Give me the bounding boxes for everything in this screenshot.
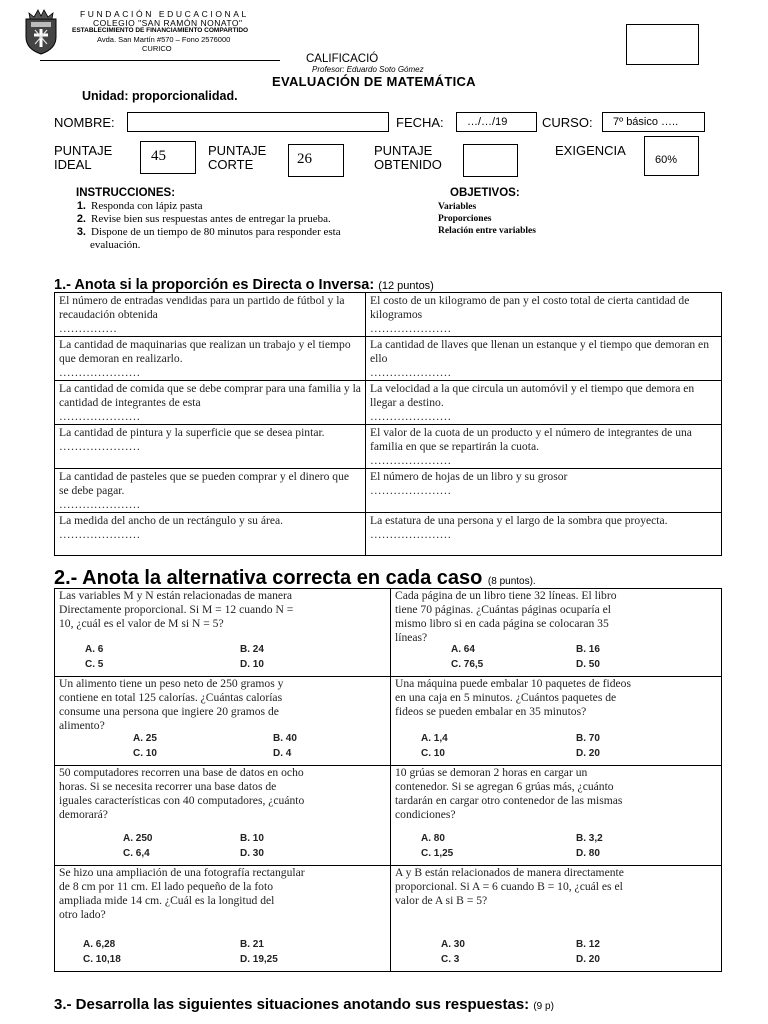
date-field[interactable]: …/…/19 xyxy=(456,112,537,132)
grade-label: CALIFICACIÓ xyxy=(306,53,379,65)
section3-title: 3.- Desarrolla las siguientes situaciones anotando sus respuestas: (9 p) xyxy=(54,996,554,1013)
table-row xyxy=(55,293,722,337)
statement-text: El valor de la cuota de un producto y el número de integrantes de una familia en que se repartirán la cuota. xyxy=(370,426,692,453)
statement-text: La cantidad de pintura y la superficie que se desea pintar. xyxy=(59,426,325,439)
instruction-item: 2. Revise bien sus respuestas antes de entregar la prueba. xyxy=(76,213,331,225)
answer-blank[interactable]: ………………… xyxy=(370,454,452,467)
statement-cell xyxy=(366,513,722,556)
statement-cell xyxy=(366,381,722,425)
obtained-score-label-1: PUNTAJE xyxy=(374,143,433,158)
unit-title: Unidad: proporcionalidad. xyxy=(82,89,238,103)
answer-options xyxy=(391,833,721,863)
answer-options xyxy=(55,833,390,863)
question-cell xyxy=(55,589,391,677)
table-row xyxy=(55,513,722,556)
cut-score-label-2: CORTE xyxy=(208,157,254,172)
objectives-list xyxy=(438,201,536,237)
answer-options xyxy=(55,644,390,674)
instructions-list xyxy=(68,200,428,252)
answer-option[interactable]: D. 10 xyxy=(240,659,264,670)
table-row xyxy=(55,677,722,766)
obtained-score-box[interactable] xyxy=(463,144,518,177)
answer-option[interactable]: A. 80 xyxy=(421,833,445,844)
answer-option[interactable]: A. 250 xyxy=(123,833,153,844)
cut-score-box: 26 xyxy=(288,144,344,177)
answer-blank[interactable]: ………………… xyxy=(370,528,452,541)
question-text: Una máquina puede embalar 10 paquetes de fideos en una caja en 5 minutos. ¿Cuántos paquetes de fideos se pueden embalar en 35 minutos? xyxy=(395,677,631,718)
answer-option[interactable]: B. 21 xyxy=(240,939,264,950)
name-field[interactable] xyxy=(127,112,389,132)
answer-blank[interactable]: ………………… xyxy=(59,528,141,541)
date-label: FECHA: xyxy=(396,115,444,130)
answer-option[interactable]: D. 80 xyxy=(576,848,600,859)
table-row xyxy=(55,381,722,425)
answer-option[interactable]: C. 1,25 xyxy=(421,848,454,859)
question-cell xyxy=(55,766,391,866)
answer-blank[interactable]: ………………… xyxy=(370,366,452,379)
answer-option[interactable]: D. 20 xyxy=(576,954,600,965)
answer-option[interactable]: C. 6,4 xyxy=(123,848,150,859)
table-row xyxy=(55,337,722,381)
answer-option[interactable]: C. 76,5 xyxy=(451,659,484,670)
question-text: 10 grúas se demoran 2 horas en cargar un contenedor. Si se agregan 6 grúas más, ¿cuánto tardarán en cargar otro contenedor de las mismas condiciones? xyxy=(395,766,623,821)
section2-title: 2.- Anota la alternativa correcta en cada caso (8 puntos). xyxy=(54,567,536,589)
financing-text: ESTABLECIMIENTO DE FINANCIAMIENTO COMPARTIDO xyxy=(72,27,249,34)
table-row xyxy=(55,766,722,866)
answer-options xyxy=(391,939,721,969)
exigency-label: EXIGENCIA xyxy=(555,143,626,158)
question-text: Se hizo una ampliación de una fotografía rectangular de 8 cm por 11 cm. El lado pequeño de la foto ampliada mide 14 cm. ¿Cuál es la longitud del otro lado? xyxy=(59,866,305,921)
school-city: CURICO xyxy=(142,44,172,53)
answer-option[interactable]: B. 3,2 xyxy=(576,833,603,844)
answer-option[interactable]: D. 19,25 xyxy=(240,954,278,965)
course-field[interactable]: 7º básico ….. xyxy=(602,112,705,132)
answer-options xyxy=(391,733,721,763)
statement-text: La cantidad de comida que se debe comprar para una familia y la cantidad de integrantes de esta xyxy=(59,382,361,409)
answer-option[interactable]: A. 6,28 xyxy=(83,939,116,950)
grade-box[interactable] xyxy=(626,24,699,65)
statement-cell xyxy=(366,337,722,381)
answer-option[interactable]: B. 12 xyxy=(576,939,600,950)
instruction-item-cont: evaluación. xyxy=(90,239,141,251)
statement-cell xyxy=(366,293,722,337)
question-cell xyxy=(391,866,722,972)
answer-blank[interactable]: ………………… xyxy=(59,410,141,423)
answer-blank[interactable]: ………………… xyxy=(59,498,141,511)
question-text: Las variables M y N están relacionadas de manera Directamente proporcional. Si M = 12 cuando N = 10, ¿cuál es el valor de M si N = 5? xyxy=(59,589,294,630)
answer-blank[interactable]: ………………… xyxy=(370,410,452,423)
question-text: 50 computadores recorren una base de datos en ocho horas. Si se necesita recorrer una base datos de iguales características con 40 computadores, ¿cuánto demorará? xyxy=(59,766,305,821)
obtained-score-label-2: OBTENIDO xyxy=(374,157,442,172)
answer-option[interactable]: C. 5 xyxy=(85,659,104,670)
statement-cell xyxy=(55,381,366,425)
exigency-box: 60% xyxy=(644,136,699,176)
answer-options xyxy=(55,939,390,969)
answer-option[interactable]: B. 40 xyxy=(273,733,297,744)
instruction-item: 3. Dispone de un tiempo de 80 minutos para responder esta xyxy=(76,226,341,238)
ideal-score-box: 45 xyxy=(140,141,196,174)
header-rule xyxy=(40,60,280,61)
answer-option[interactable]: B. 10 xyxy=(240,833,264,844)
proportion-table xyxy=(54,292,722,556)
answer-option[interactable]: D. 50 xyxy=(576,659,600,670)
section1-points: (12 puntos) xyxy=(378,280,434,292)
objective-item: Proporciones xyxy=(438,214,492,224)
statement-text: El número de hojas de un libro y su grosor xyxy=(370,470,568,483)
statement-cell xyxy=(55,425,366,469)
answer-blank[interactable]: ………………… xyxy=(59,440,141,453)
statement-text: El número de entradas vendidas para un partido de fútbol y la recaudación obtenida xyxy=(59,294,345,321)
statement-text: La cantidad de maquinarias que realizan un trabajo y el tiempo que demoran en realizarlo. xyxy=(59,338,351,365)
school-name: COLEGIO "SAN RAMÓN NONATO" xyxy=(93,18,243,28)
question-text: Cada página de un libro tiene 32 líneas. El libro tiene 70 páginas. ¿Cuántas páginas ocuparía el mismo libro si en cada página se colocaran 35 líneas? xyxy=(395,589,617,644)
statement-cell xyxy=(366,425,722,469)
answer-option[interactable]: D. 4 xyxy=(273,748,292,759)
answer-option[interactable]: D. 20 xyxy=(576,748,600,759)
question-cell xyxy=(391,766,722,866)
table-row xyxy=(55,589,722,677)
answer-blank[interactable]: ………………… xyxy=(370,484,452,497)
answer-blank[interactable]: ………………… xyxy=(370,322,452,335)
instruction-item: 1. Responda con lápiz pasta xyxy=(76,200,203,212)
question-cell xyxy=(391,677,722,766)
table-row xyxy=(55,469,722,513)
answer-option[interactable]: A. 6 xyxy=(85,644,104,655)
exam-title: EVALUACIÓN DE MATEMÁTICA xyxy=(272,74,476,89)
statement-cell xyxy=(55,337,366,381)
answer-option[interactable]: A. 1,4 xyxy=(421,733,448,744)
instructions-title: INSTRUCCIONES: xyxy=(76,187,176,199)
answer-option[interactable]: D. 30 xyxy=(240,848,264,859)
section2-points: (8 puntos). xyxy=(487,576,536,587)
question-text: Un alimento tiene un peso neto de 250 gramos y contiene en total 125 calorías. ¿Cuántas calorías consume una persona que ingiere 20 gramos de alimento? xyxy=(59,677,284,732)
answer-option[interactable]: B. 24 xyxy=(240,644,264,655)
multiple-choice-table xyxy=(54,588,722,972)
table-row xyxy=(55,866,722,972)
school-address: Avda. San Martín #570 – Fono 2576000 xyxy=(97,35,231,44)
name-label: NOMBRE: xyxy=(54,115,115,130)
answer-option[interactable]: C. 10 xyxy=(133,748,157,759)
teacher-name: Profesor: Eduardo Soto Gómez xyxy=(312,65,424,74)
foundation-name: FUNDACIÓN EDUCACIONAL xyxy=(80,9,249,19)
answer-option[interactable]: C. 3 xyxy=(441,954,460,965)
answer-option[interactable]: C. 10 xyxy=(421,748,445,759)
answer-option[interactable]: B. 16 xyxy=(576,644,600,655)
ideal-score-label-1: PUNTAJE xyxy=(54,143,113,158)
table-row xyxy=(55,425,722,469)
statement-text: La velocidad a la que circula un automóvil y el tiempo que demora en llegar a destino. xyxy=(370,382,695,409)
answer-options xyxy=(55,733,390,763)
question-cell xyxy=(391,589,722,677)
answer-option[interactable]: A. 64 xyxy=(451,644,475,655)
statement-text: El costo de un kilogramo de pan y el costo total de cierta cantidad de kilogramos xyxy=(370,294,690,321)
question-cell xyxy=(55,677,391,766)
answer-option[interactable]: A. 30 xyxy=(441,939,465,950)
statement-text: La cantidad de pasteles que se pueden comprar y el dinero que se debe pagar. xyxy=(59,470,350,497)
question-cell xyxy=(55,866,391,972)
statement-text: La cantidad de llaves que llenan un estanque y el tiempo que demoran en ello xyxy=(370,338,709,365)
answer-blank[interactable]: ………………… xyxy=(59,366,141,379)
answer-option[interactable]: B. 70 xyxy=(576,733,600,744)
objectives-title: OBJETIVOS: xyxy=(450,187,520,199)
school-crest-logo xyxy=(20,7,62,55)
section3-points: (9 p) xyxy=(533,1001,554,1012)
statement-cell xyxy=(55,513,366,556)
cut-score-label-1: PUNTAJE xyxy=(208,143,267,158)
statement-text: La estatura de una persona y el largo de la sombra que proyecta. xyxy=(370,514,668,527)
statement-cell xyxy=(55,469,366,513)
statement-cell xyxy=(55,293,366,337)
statement-cell xyxy=(366,469,722,513)
answer-blank[interactable]: …………… xyxy=(59,322,117,335)
statement-text: La medida del ancho de un rectángulo y su área. xyxy=(59,514,284,527)
answer-option[interactable]: C. 10,18 xyxy=(83,954,121,965)
answer-option[interactable]: A. 25 xyxy=(133,733,157,744)
course-label: CURSO: xyxy=(542,115,593,130)
section1-title: 1.- Anota si la proporción es Directa o Inversa: (12 puntos) xyxy=(54,277,434,293)
objective-item: Relación entre variables xyxy=(438,226,536,236)
answer-options xyxy=(391,644,721,674)
ideal-score-label-2: IDEAL xyxy=(54,157,92,172)
objective-item: Variables xyxy=(438,202,477,212)
question-text: A y B están relacionados de manera directamente proporcional. Si A = 6 cuando B = 10, ¿cuál es el valor de A si B = 5? xyxy=(395,866,624,907)
